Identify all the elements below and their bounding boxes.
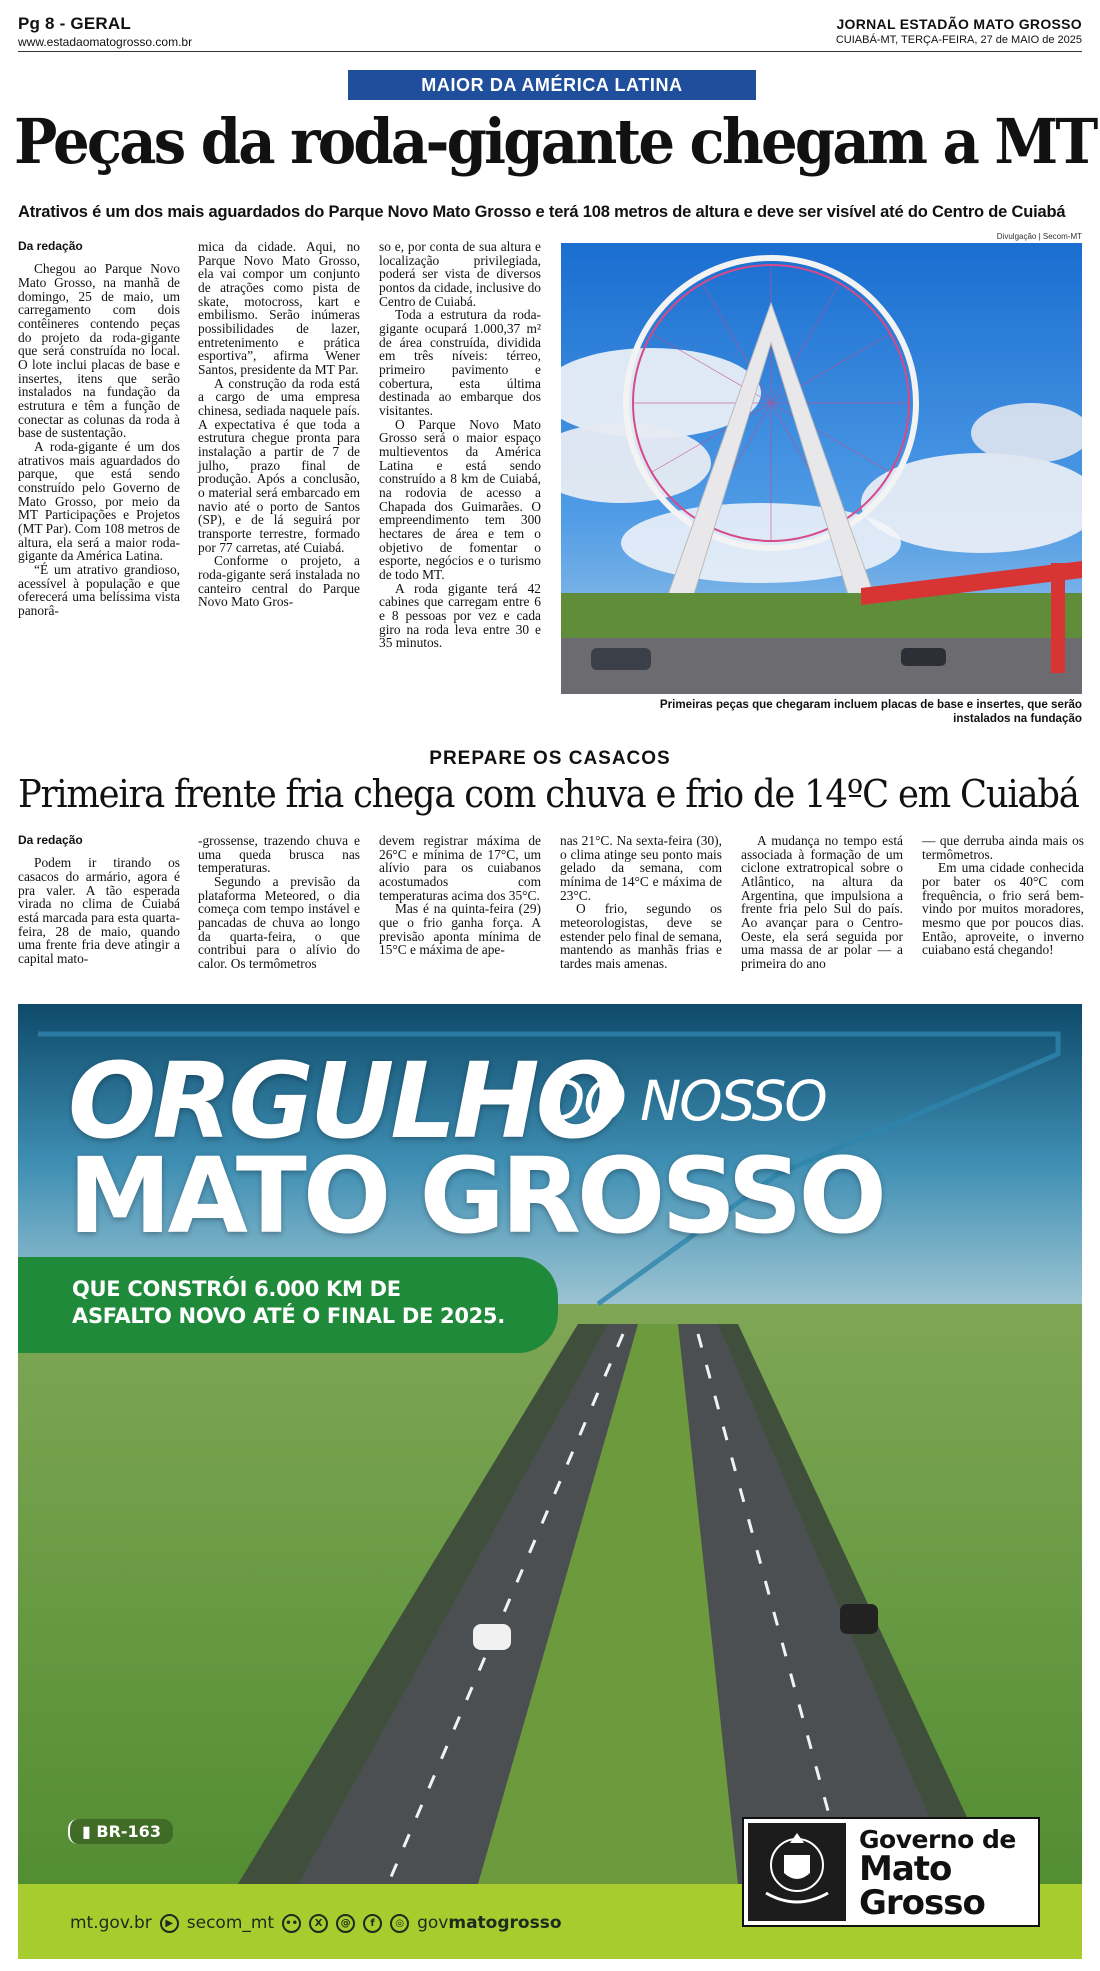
page-header-left xyxy=(18,14,192,49)
gov-line-3: Grosso xyxy=(859,1883,985,1923)
article2-column-6 xyxy=(922,834,1084,957)
page-header-right xyxy=(836,16,1082,46)
paragraph: O frio, segundo os meteorologistas, deve se estender pelo final de semana, mantendo as manhãs frias e tardes mais amenas. xyxy=(560,901,722,972)
photo-credit: Divulgação | Secom-MT xyxy=(996,232,1082,241)
paragraph: so e, por conta de sua altura e localização privilegiada, poderá ser vista de diversos pontos da cidade, inclusive do Centro de Cuiabá. xyxy=(379,239,541,309)
ad-title-orgulho: ORGULHO xyxy=(68,1040,621,1162)
paragraph: A mudança no tempo está associada à formação de um ciclone extratropical sobre o Atlântico, na altura da Argentina, que impulsiona a frente fria pelo Sul do país. Ao avançar para o Centro-Oeste, ela será seguida por uma massa de ar polar — a primeira do ano xyxy=(741,833,903,972)
facebook-icon: f xyxy=(363,1914,382,1933)
header-rule xyxy=(18,51,1082,52)
handle-suffix: matogrosso xyxy=(448,1913,562,1933)
ad-tagline-km: 6.000 xyxy=(254,1277,320,1301)
article1-headline: Peças da roda-gigante chegam a MT xyxy=(14,105,1096,178)
paragraph: Segundo a previsão da plataforma Meteored, o dia começa com tempo instável e pancadas de chuva ao longo da quarta-feira, o que contribui para o alívio do calor. Os termômetros xyxy=(198,874,360,972)
government-name xyxy=(859,1825,1016,1923)
paragraph: Conforme o projeto, a roda-gigante será instalada no canteiro central do Parque Novo Mato Gros- xyxy=(198,553,360,610)
paragraph: nas 21°C. Na sexta-feira (30), o clima atinge seu ponto mais gelado da semana, com mínima de 14°C e máxima de 23°C. xyxy=(560,833,722,903)
article1-byline: Da redação xyxy=(18,239,83,253)
road-tag xyxy=(68,1819,173,1844)
page-section: Pg 8 - GERAL xyxy=(18,14,131,33)
handle-prefix: gov xyxy=(417,1913,449,1933)
site-url: www.estadaomatogrosso.com.br xyxy=(18,35,193,49)
article1-kicker: MAIOR DA AMÉRICA LATINA xyxy=(348,70,756,100)
article2-column-2 xyxy=(198,834,360,971)
paragraph: — que derruba ainda mais os termômetros. xyxy=(922,833,1084,862)
gov-line-2: Mato xyxy=(859,1849,952,1889)
threads-icon: @ xyxy=(336,1914,355,1933)
gov-line-1: Governo de xyxy=(859,1825,1016,1854)
article2-kicker: PREPARE OS CASACOS xyxy=(429,748,671,769)
article2-byline: Da redação xyxy=(18,833,83,847)
paragraph: Em uma cidade conhecida por bater os 40°C com frequência, o frio será bem-vindo por muitos moradores, mesmo que por poucos dias. Então, aproveite, o inverno cuiabano está chegando! xyxy=(922,860,1084,958)
social-handle: secom_mt xyxy=(186,1913,275,1933)
paragraph: devem registrar máxima de 26°C e mínima de 17°C, um alívio para os cuiabanos acostumados com temperaturas acima dos 35°C. xyxy=(379,833,541,903)
paragraph: A construção da roda está a cargo de uma empresa chinesa, sediada naquele país. A expectativa é que toda a estrutura chegue pronta para instalação a partir de 7 de julho, prazo final de produção. Após a conclusão, o material será embarcado em navio até o porto de Santos (SP), e de lá seguirá por transporte terrestre, formado por 77 carretas, até Cuiabá. xyxy=(198,375,360,555)
article2-column-3 xyxy=(379,834,541,957)
state-seal-icon xyxy=(748,1823,846,1921)
paragraph: “É um atrativo grandioso, acessível à população e que oferecerá uma belíssima vista panorâ- xyxy=(18,562,180,619)
ferris-wheel-photo xyxy=(561,243,1082,694)
paragraph: A roda-gigante é um dos atrativos mais aguardados do parque, que está sendo construído pelo Governo de Mato Grosso, por meio da MT Participações e Projetos (MT Par). Com 108 metros de altura, ela será a maior roda-gigante da América Latina. xyxy=(18,438,180,564)
paragraph: O Parque Novo Mato Grosso será o maior espaço multieventos da América Latina e está sendo construído a 8 km de Cuiabá, na rodovia de acesso a Chapada dos Guimarães. O empreendimento tem 300 hectares de área e tem o objetivo de fomentar o esporte, negócios e o turismo de todo MT. xyxy=(379,416,541,583)
paragraph: mica da cidade. Aqui, no Parque Novo Mato Grosso, ela vai compor um conjunto de atrações como pista de skate, motocross, kart e embilismo. Serão inúmeras possibilidades de lazer, entretenimento e prática esportiva”, afirma Wener Santos, presidente da MT Par. xyxy=(198,239,360,378)
flickr-icon: •• xyxy=(282,1914,301,1933)
ad-title-do-nosso: DO NOSSO xyxy=(543,1069,826,1133)
ad-footer-links xyxy=(70,1913,562,1933)
paragraph: -grossense, trazendo chuva e uma queda brusca nas temperaturas. xyxy=(198,833,360,876)
paragraph: Podem ir tirando os casacos do armário, agora é pra valer. A tão esperada virada no clima de Cuiabá está marcada para esta quarta-feira, 28 de maio, quando uma frente fria deve atingir a capital mato- xyxy=(18,855,180,966)
instagram-icon: ◎ xyxy=(390,1914,409,1933)
article2-column-1 xyxy=(18,834,180,966)
site-link: mt.gov.br xyxy=(70,1913,152,1933)
article2-column-5 xyxy=(741,834,903,971)
dateline: CUIABÁ-MT, TERÇA-FEIRA, 27 de MAIO de 2025 xyxy=(835,34,1082,46)
ad-title-mato-grosso: MATO GROSSO xyxy=(68,1135,883,1257)
road-tag-label: BR-163 xyxy=(96,1822,161,1841)
social-handle-gov xyxy=(417,1913,561,1933)
article1-column-1 xyxy=(18,240,180,618)
ferris-wheel-illustration xyxy=(561,243,1082,694)
paragraph: Chegou ao Parque Novo Mato Grosso, na manhã de domingo, 25 de maio, um carregamento com dois contêineres contendo peças do projeto da roda-gigante que será construída no local. O lote inclui placas de base e insertes, itens que serão instalados na fundação da estrutura e têm a função de conectar as colunas da roda à base de sustentação. xyxy=(18,261,180,441)
ad-tagline xyxy=(72,1276,505,1331)
article1-column-3 xyxy=(379,240,541,650)
ad-tagline-line2: ASFALTO NOVO ATÉ O FINAL DE 2025. xyxy=(72,1304,505,1329)
government-advertisement xyxy=(18,1004,1082,1959)
ad-tagline-part: KM DE xyxy=(319,1277,401,1301)
article2-column-4 xyxy=(560,834,722,971)
paragraph: Mas é na quinta-feira (29) que o frio ganha força. A previsão aponta mínima de 15°C e máxima de ape- xyxy=(379,901,541,958)
paragraph: Toda a estrutura da roda-gigante ocupará 1.000,37 m² de área construída, dividida em três níveis: térreo, primeiro pavimento e cobertura, esta última destinada ao embarque dos visitantes. xyxy=(379,307,541,419)
x-icon: X xyxy=(309,1914,328,1933)
road-marker-icon: ▮ xyxy=(82,1822,91,1841)
photo-caption: Primeiras peças que chegaram incluem placas de base e insertes, que serão instalados na fundação xyxy=(659,698,1082,726)
article1-column-2 xyxy=(198,240,360,609)
newspaper-name: JORNAL ESTADÃO MATO GROSSO xyxy=(836,16,1082,32)
youtube-icon: ▶ xyxy=(160,1914,179,1933)
article1-subhead: Atrativos é um dos mais aguardados do Parque Novo Mato Grosso e terá 108 metros de altura e deve ser visível até do Centro de Cuiabá xyxy=(18,203,1066,221)
government-logo xyxy=(742,1817,1040,1927)
paragraph: A roda gigante terá 42 cabines que carregam entre 6 e 8 pessoas por vez e cada giro na roda leva entre 30 e 35 minutos. xyxy=(379,580,541,651)
article2-headline: Primeira frente fria chega com chuva e frio de 14ºC em Cuiabá xyxy=(18,772,1079,816)
ad-tagline-part: QUE CONSTRÓI xyxy=(72,1277,255,1301)
